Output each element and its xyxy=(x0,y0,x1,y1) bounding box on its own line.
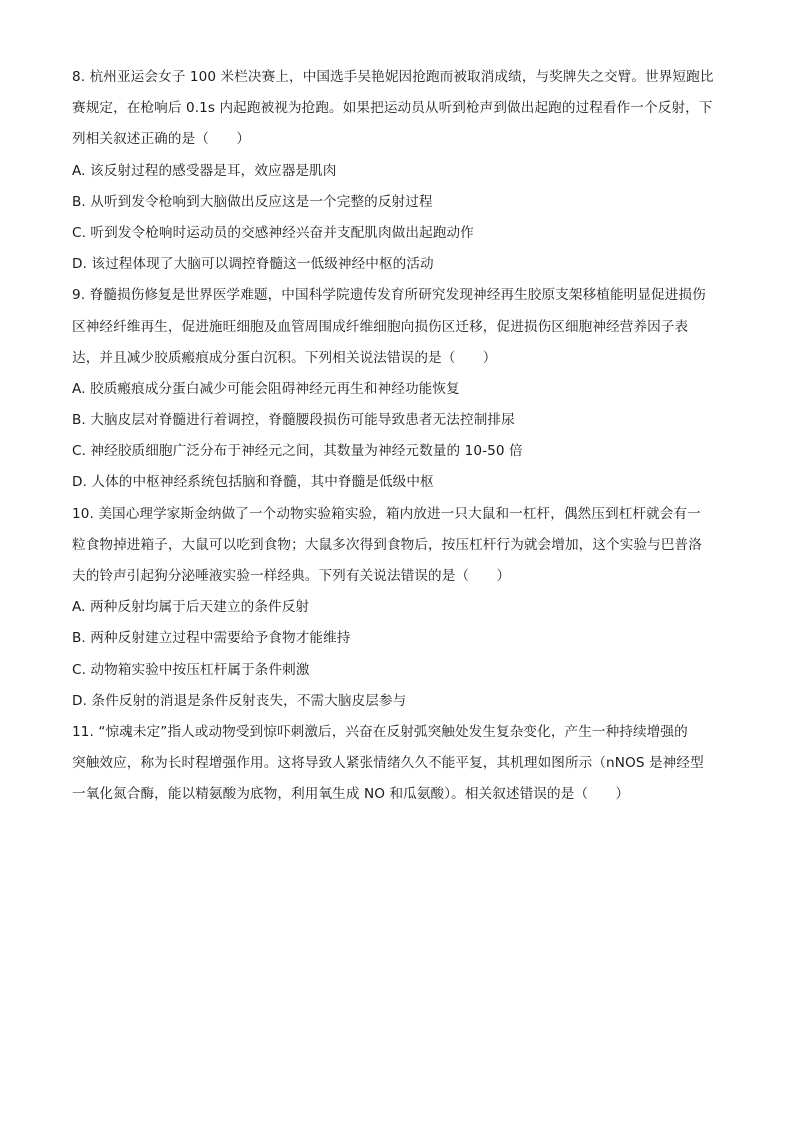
question-8-option-b: B. 从听到发令枪响到大脑做出反应这是一个完整的反射过程 xyxy=(72,193,433,210)
question-10-option-b: B. 两种反射建立过程中需要给予食物才能维持 xyxy=(72,630,351,647)
question-9-stem-line-3: 达，并且减少胶质瘢痕成分蛋白沉积。下列相关说法错误的是（ ） xyxy=(72,349,497,366)
question-8-option-a: A. 该反射过程的感受器是耳，效应器是肌肉 xyxy=(72,162,337,179)
question-11-stem-line-3: 一氧化氮合酶，能以精氨酸为底物，利用氧生成 NO 和瓜氨酸）。相关叙述错误的是（ ） xyxy=(72,786,630,803)
question-11-stem-line-2: 突触效应，称为长时程增强作用。这将导致人紧张情绪久久不能平复，其机理如图所示（nNOS 是神经型 xyxy=(72,755,704,772)
question-8 xyxy=(72,62,722,280)
question-10-stem-line-2: 粒食物掉进箱子，大鼠可以吃到食物；大鼠多次得到食物后，按压杠杆行为就会增加，这个实验与巴普洛 xyxy=(72,536,702,553)
question-9-option-c: C. 神经胶质细胞广泛分布于神经元之间，其数量为神经元数量的 10-50 倍 xyxy=(72,443,523,460)
question-8-option-d: D. 该过程体现了大脑可以调控脊髓这一低级神经中枢的活动 xyxy=(72,256,434,273)
question-10 xyxy=(72,499,722,717)
question-list xyxy=(72,62,722,811)
question-9-stem-line-1: 9. 脊髓损伤修复是世界医学难题，中国科学院遗传发育所研究发现神经再生胶原支架移植能明显促进损伤 xyxy=(72,287,706,304)
question-11-stem-line-1: 11. “惊魂未定”指人或动物受到惊吓刺激后，兴奋在反射弧突触处发生复杂变化，产生一种持续增强的 xyxy=(72,723,688,740)
question-9-stem-line-2: 区神经纤维再生，促进施旺细胞及血管周围成纤维细胞向损伤区迁移，促进损伤区细胞神经营养因子表 xyxy=(72,318,689,335)
question-9-option-d: D. 人体的中枢神经系统包括脑和脊髓，其中脊髓是低级中枢 xyxy=(72,474,434,491)
question-9-option-a: A. 胶质瘢痕成分蛋白减少可能会阻碍神经元再生和神经功能恢复 xyxy=(72,380,460,397)
question-11 xyxy=(72,717,722,811)
question-8-stem-line-2: 赛规定，在枪响后 0.1s 内起跑被视为抢跑。如果把运动员从听到枪声到做出起跑的过程看作一个反射，下 xyxy=(72,100,713,117)
question-10-option-d: D. 条件反射的消退是条件反射丧失，不需大脑皮层参与 xyxy=(72,692,407,709)
question-8-stem-line-1: 8. 杭州亚运会女子 100 米栏决赛上，中国选手吴艳妮因抢跑而被取消成绩，与奖牌失之交臂。世界短跑比 xyxy=(72,69,714,85)
question-10-stem-line-1: 10. 美国心理学家斯金纳做了一个动物实验箱实验，箱内放进一只大鼠和一杠杆，偶然压到杠杆就会有一 xyxy=(72,505,701,522)
question-9-option-b: B. 大脑皮层对脊髓进行着调控，脊髓腰段损伤可能导致患者无法控制排尿 xyxy=(72,412,515,429)
question-10-option-c: C. 动物箱实验中按压杠杆属于条件刺激 xyxy=(72,661,310,678)
question-10-stem-line-3: 夫的铃声引起狗分泌唾液实验一样经典。下列有关说法错误的是（ ） xyxy=(72,568,511,584)
question-10-option-a: A. 两种反射均属于后天建立的条件反射 xyxy=(72,599,310,616)
question-8-stem-line-3: 列相关叙述正确的是（ ） xyxy=(72,131,251,148)
question-9 xyxy=(72,280,722,498)
question-8-option-c: C. 听到发令枪响时运动员的交感神经兴奋并支配肌肉做出起跑动作 xyxy=(72,224,474,241)
